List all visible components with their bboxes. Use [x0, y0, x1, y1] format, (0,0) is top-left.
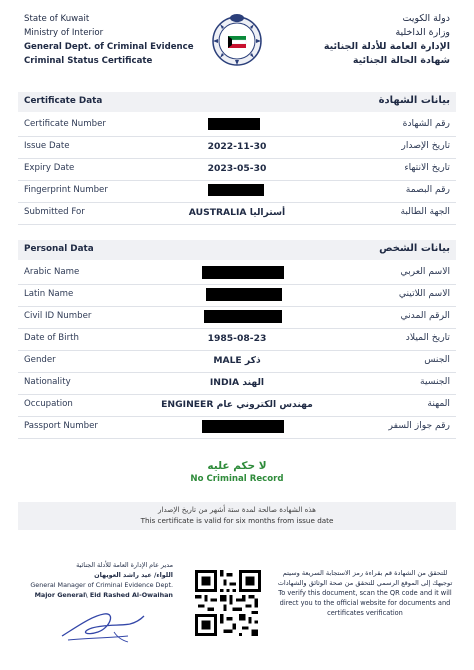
- criminal-record-result: [0, 460, 474, 484]
- row-issue-date: [18, 136, 456, 159]
- header-country-ar: دولة الكويت: [402, 13, 450, 24]
- field-label-ar: تاريخ الإصدار: [401, 140, 450, 151]
- section-title-ar: بيانات الشخص: [379, 243, 450, 254]
- header-document-title: Criminal Status Certificate: [24, 56, 153, 66]
- header-department-ar: الإدارة العامة للأدلة الجنائية: [323, 41, 450, 52]
- field-value: 1985-08-23: [207, 333, 267, 344]
- signatory-name-ar: اللواء/ عيد راشد العويهان: [94, 571, 173, 579]
- signatory-title-ar: مدير عام الإدارة العامة للأدلة الجنائية: [76, 561, 173, 569]
- personal-data-header: [18, 240, 456, 260]
- signatory-block: [18, 560, 173, 600]
- field-value: 2023-05-30: [207, 163, 267, 174]
- header-department: General Dept. of Criminal Evidence: [24, 42, 194, 52]
- row-passport-number: [18, 416, 456, 439]
- row-nationality: [18, 372, 456, 395]
- section-title-ar: بيانات الشهادة: [378, 95, 450, 106]
- field-value: AUSTRALIA أستراليا: [188, 207, 286, 218]
- verification-instructions: [272, 568, 458, 618]
- row-fingerprint-number: [18, 180, 456, 203]
- row-date-of-birth: [18, 328, 456, 351]
- verification-en: To verify this document, scan the QR code and it will direct you to the official website for documents and certificates verification: [278, 589, 452, 617]
- field-label: Fingerprint Number: [24, 185, 108, 195]
- police-emblem-icon: [206, 8, 268, 70]
- verification-qr-code-icon[interactable]: [195, 570, 261, 636]
- field-label: Date of Birth: [24, 333, 79, 343]
- field-label: Issue Date: [24, 141, 70, 151]
- validity-en: This certificate is valid for six months from issue date: [140, 516, 334, 525]
- field-label-ar: الجنس: [424, 354, 450, 365]
- signature-icon: [58, 602, 148, 646]
- result-en: No Criminal Record: [190, 474, 284, 484]
- field-value: MALE ذكر: [213, 355, 261, 366]
- redaction-block: [202, 420, 284, 433]
- row-civil-id-number: [18, 306, 456, 329]
- signatory-title-en: General Manager of Criminal Evidence Dept.: [30, 581, 173, 589]
- field-label: Gender: [24, 355, 56, 365]
- row-expiry-date: [18, 158, 456, 181]
- row-submitted-for: [18, 202, 456, 225]
- header-ministry: Ministry of Interior: [24, 28, 104, 38]
- validity-ar: هذه الشهادة صالحة لمدة ستة أشهر من تاريخ الإصدار: [158, 505, 316, 514]
- field-label-ar: رقم الشهادة: [402, 118, 450, 129]
- header-arabic: [324, 12, 450, 68]
- field-label: Civil ID Number: [24, 311, 92, 321]
- section-title: Certificate Data: [24, 96, 103, 106]
- field-label-ar: الاسم اللاتيني: [398, 288, 450, 299]
- row-occupation: [18, 394, 456, 417]
- header-english: [24, 12, 194, 68]
- field-label: Passport Number: [24, 421, 98, 431]
- validity-note: [18, 502, 456, 530]
- header-ministry-ar: وزارة الداخلية: [395, 27, 450, 38]
- field-label-ar: الجهة الطالبة: [400, 206, 450, 217]
- header-country: State of Kuwait: [24, 14, 90, 24]
- field-label: Nationality: [24, 377, 71, 387]
- field-value: INDIA الهند: [209, 377, 265, 388]
- field-label: Certificate Number: [24, 119, 106, 129]
- redaction-block: [204, 310, 282, 323]
- field-label-ar: رقم البصمة: [405, 184, 450, 195]
- certificate-data-header: [18, 92, 456, 112]
- row-certificate-number: [18, 114, 456, 137]
- redaction-block: [208, 118, 260, 130]
- signatory-name-en: Major General\ Eid Rashed Al-Owaihan: [34, 591, 173, 599]
- field-label: Arabic Name: [24, 267, 80, 277]
- field-value: 2022-11-30: [207, 141, 267, 152]
- section-title: Personal Data: [24, 244, 94, 254]
- field-label: Submitted For: [24, 207, 85, 217]
- field-label-ar: الاسم العربي: [400, 266, 450, 277]
- field-label: Latin Name: [24, 289, 74, 299]
- field-label-ar: الرقم المدني: [400, 310, 450, 321]
- field-label-ar: تاريخ الميلاد: [405, 332, 450, 343]
- verification-ar: للتحقق من الشهادة قم بقراءة رمز الاستجابة السريعة وسيتم توجيهك إلى الموقع الرسمي للتحقق من صحة الوثائق والشهادات: [277, 569, 453, 587]
- redaction-block: [206, 288, 282, 301]
- field-label-ar: الجنسية: [420, 376, 450, 387]
- field-label-ar: رقم جواز السفر: [388, 420, 450, 431]
- row-arabic-name: [18, 262, 456, 285]
- result-ar: لا حكم عليه: [207, 460, 267, 472]
- field-label-ar: المهنة: [427, 398, 450, 409]
- redaction-block: [202, 266, 284, 279]
- field-value: ENGINEER مهندس الكتروني عام: [161, 399, 313, 410]
- redaction-block: [208, 184, 264, 196]
- field-label: Occupation: [24, 399, 73, 409]
- field-label: Expiry Date: [24, 163, 75, 173]
- row-gender: [18, 350, 456, 373]
- header-document-title-ar: شهادة الحالة الجنائية: [352, 55, 450, 66]
- row-latin-name: [18, 284, 456, 307]
- field-label-ar: تاريخ الانتهاء: [404, 162, 450, 173]
